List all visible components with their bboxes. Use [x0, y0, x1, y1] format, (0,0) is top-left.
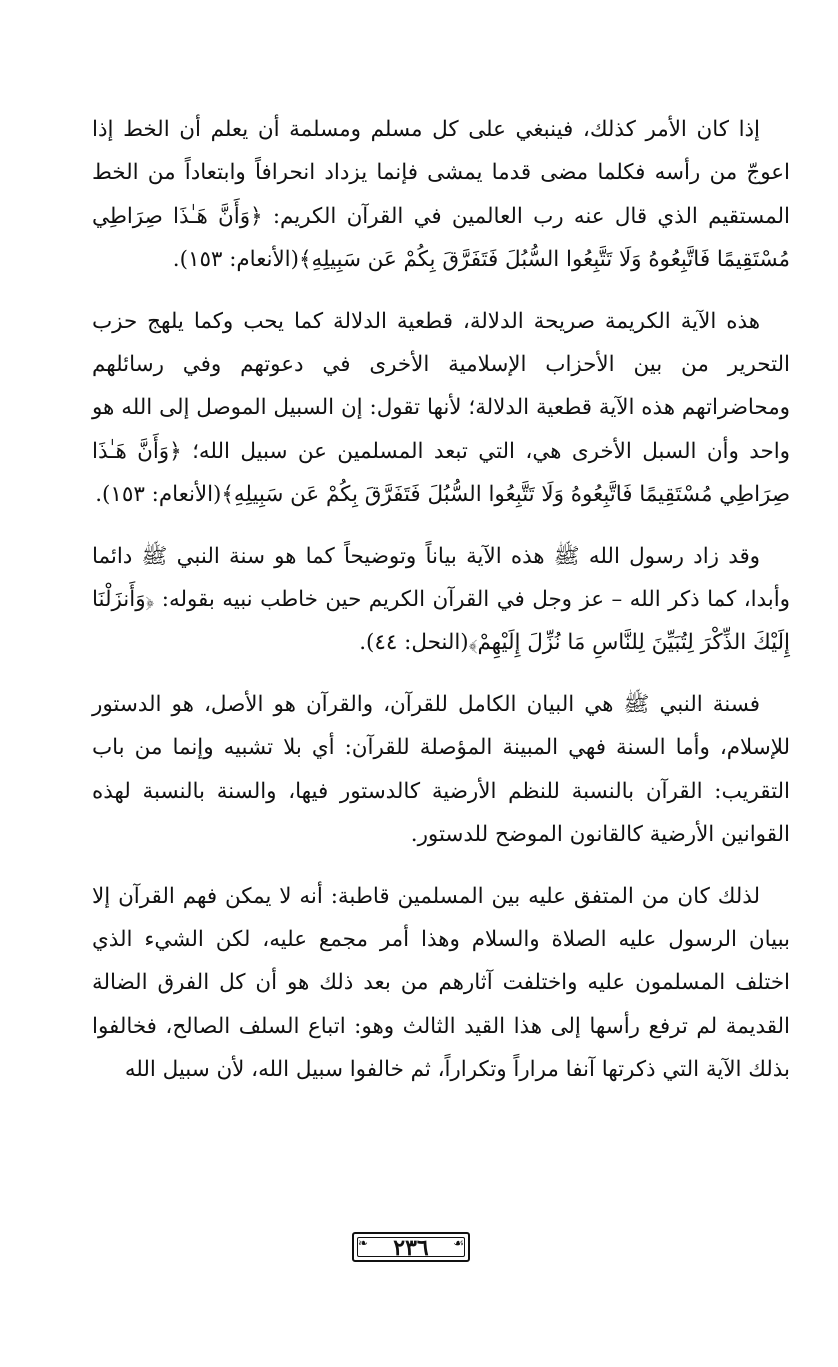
ornament-right-icon: ☙	[453, 1236, 464, 1250]
page-body	[92, 108, 790, 1110]
paragraph-5: لذلك كان من المتفق عليه بين المسلمين قاطبة: أنه لا يمكن فهم القرآن إلا ببيان الرسول عليه الصلاة والسلام وهذا أمر مجمع عليه، لكن الشيء الذي اختلف المسلمون عليه واختلفت آثارهم من بعد ذلك هو أن كل الفرق الضالة القديمة لم ترفع رأسها إلى هذا القيد الثالث وهو: اتباع السلف الصالح، فخالفوا بذلك الآية التي ذكرتها آنفا مراراً وتكراراً، ثم خالفوا سبيل الله، لأن سبيل الله	[92, 883, 790, 1083]
page-number-frame	[352, 1228, 470, 1268]
page-number: ٢٣٦	[393, 1235, 429, 1261]
paragraph-3: وقد زاد رسول الله ﷺ هذه الآية بياناً وتوضيحاً كما هو سنة النبي ﷺ دائما وأبدا، كما ذكر الله – عز وجل في القرآن الكريم حين خاطب نبيه بقوله: ﴿وَأَنزَلْنَا إِلَيْكَ الذِّكْرَ لِتُبَيِّنَ لِلنَّاسِ مَا نُزِّلَ إِلَيْهِمْ﴾(النحل: ٤٤).	[92, 543, 790, 656]
paragraph-4: فسنة النبي ﷺ هي البيان الكامل للقرآن، والقرآن هو الأصل، هو الدستور للإسلام، وأما السنة فهي المبينة المؤصلة للقرآن: أي بلا تشبيه وإنما من باب التقريب: القرآن بالنسبة للنظم الأرضية كالدستور فيها، والسنة بالنسبة لهذه القوانين الأرضية كالقانون الموضح للدستور.	[92, 691, 790, 848]
paragraph-2: هذه الآية الكريمة صريحة الدلالة، قطعية الدلالة كما يحب وكما يلهج حزب التحرير من بين الأحزاب الإسلامية الأخرى في دعوتهم وفي رسائلهم ومحاضراتهم هذه الآية قطعية الدلالة؛ لأنها تقول: إن السبيل الموصل إلى الله هو واحد وأن السبل الأخرى هي، التي تبعد المسلمين عن سبيل الله؛ ﴿وَأَنَّ هَـٰذَا صِرَاطِي مُسْتَقِيمًا فَاتَّبِعُوهُ وَلَا تَتَّبِعُوا السُّبُلَ فَتَفَرَّقَ بِكُمْ عَن سَبِيلِهِ﴾(الأنعام: ١٥٣).	[92, 308, 790, 508]
ornament-left-icon: ❧	[358, 1236, 369, 1250]
paragraph-1: إذا كان الأمر كذلك، فينبغي على كل مسلم ومسلمة أن يعلم أن الخط إذا اعوجّ من رأسه فكلما مضى قدما يمشى فإنما يزداد انحرافاً وابتعاداً من الخط المستقيم الذي قال عنه رب العالمين في القرآن الكريم: ﴿وَأَنَّ هَـٰذَا صِرَاطِي مُسْتَقِيمًا فَاتَّبِعُوهُ وَلَا تَتَّبِعُوا السُّبُلَ فَتَفَرَّقَ بِكُمْ عَن سَبِيلِهِ﴾(الأنعام: ١٥٣).	[92, 117, 790, 273]
